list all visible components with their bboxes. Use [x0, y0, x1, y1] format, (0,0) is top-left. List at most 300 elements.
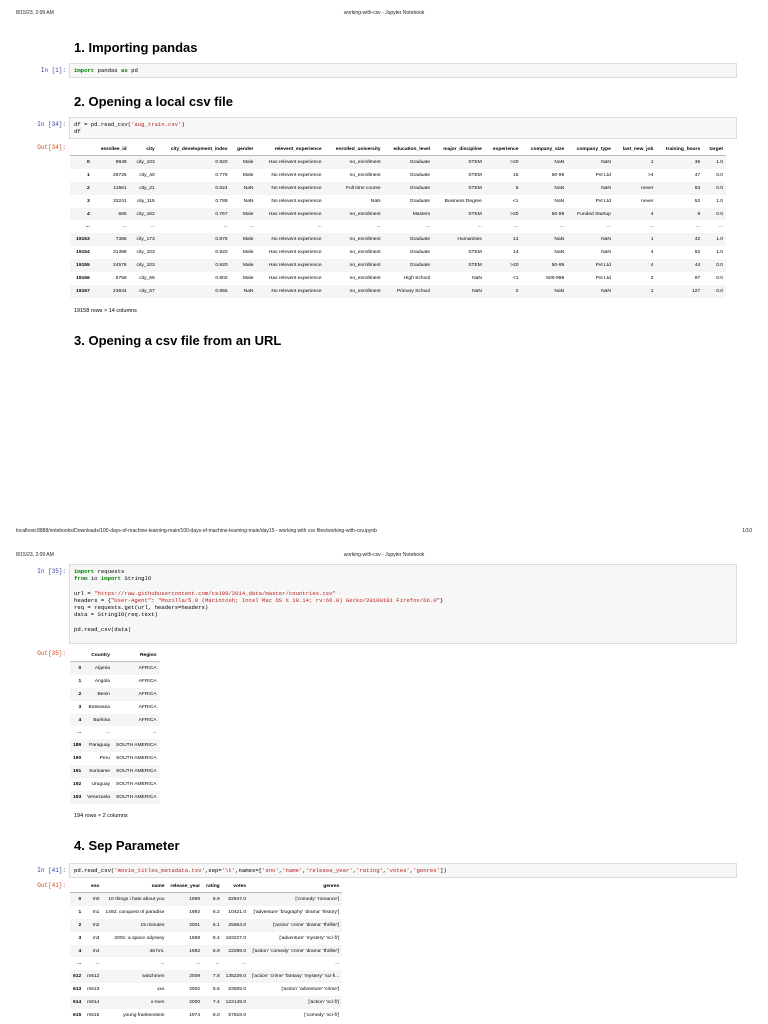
table-row — [70, 957, 342, 970]
table-cell: 2001 — [189, 922, 201, 928]
row-index: 19156 — [76, 275, 90, 281]
table-cell: 11561 — [113, 185, 127, 191]
table-cell: 4 — [650, 211, 654, 217]
table-cell: 23834 — [113, 288, 127, 294]
table-cell: Graduate — [409, 172, 431, 178]
print-url: localhost:8888/notebooks/Downloads/100-days-of-machine-learning-main/100-days-of-machine-learning-main/day15 - working with csv files/working-with-csv.ipynb — [16, 528, 377, 534]
table-cell: AFRICA — [138, 665, 157, 671]
table-cell: ... — [649, 224, 654, 230]
table-cell: Angola — [94, 678, 111, 684]
table-cell: 1 — [650, 159, 654, 165]
table-cell: ... — [426, 224, 431, 230]
row-index: 0 — [87, 159, 90, 165]
column-header: education_level — [384, 143, 434, 156]
table-cell: AFRICA — [138, 678, 157, 684]
table-cell: ['action' 'sci-fi'] — [308, 1000, 340, 1006]
table-cell: ... — [249, 224, 254, 230]
table-cell: No relevent experience — [271, 288, 322, 294]
print-title: working-with-csv - Jupyter Notebook — [343, 10, 425, 16]
column-header: genres — [249, 880, 342, 893]
table-cell: 42 — [694, 237, 701, 243]
table-cell: Business Degree — [444, 198, 482, 204]
table-cell: ... — [105, 730, 111, 736]
table-row — [70, 688, 160, 701]
table-cell: 31398 — [113, 250, 127, 256]
table-cell: Male — [242, 159, 254, 165]
table-cell: No relevent experience — [271, 172, 322, 178]
table-row — [70, 272, 726, 285]
table-cell: m614 — [87, 1000, 100, 1006]
table-cell: 2000 — [189, 1000, 201, 1006]
table-cell: SOUTH AMERICA — [116, 756, 157, 762]
column-header: gender — [231, 143, 257, 156]
print-date: 8/15/23, 2:09 AM — [16, 552, 54, 558]
table-cell: ... — [560, 224, 565, 230]
table-cell: m4 — [92, 948, 100, 954]
table-cell: 2009 — [189, 974, 201, 980]
table-cell: 8949 — [115, 159, 127, 165]
column-header: sno — [84, 880, 102, 893]
table-cell: 24576 — [113, 263, 127, 269]
table-cell: SOUTH AMERICA — [116, 743, 157, 749]
column-header: Country — [84, 649, 113, 662]
table-cell: 7386 — [115, 237, 127, 243]
column-header: company_type — [567, 143, 614, 156]
column-header: training_hours — [656, 143, 703, 156]
table-row — [70, 970, 342, 983]
row-index: 2 — [78, 691, 82, 697]
column-header: rating — [203, 880, 223, 893]
table-cell: 1 — [650, 237, 654, 243]
table-row — [70, 739, 160, 752]
table-row — [70, 701, 160, 714]
row-index: 613 — [73, 987, 82, 993]
table-cell: 666 — [118, 211, 127, 217]
table-cell: ... — [696, 224, 701, 230]
table-cell: ... — [514, 224, 519, 230]
table-cell: NaN — [472, 275, 482, 281]
column-header: major_discipline — [433, 143, 485, 156]
table-cell: Male — [242, 211, 254, 217]
table-cell: m3 — [92, 935, 100, 941]
table-cell: 2002 — [189, 987, 201, 993]
table-cell: young frankenstein — [123, 1012, 165, 1018]
table-cell: 2 — [650, 275, 654, 281]
row-index: 2 — [78, 922, 82, 928]
row-index: 612 — [73, 974, 82, 980]
table-cell: NaN — [554, 237, 565, 243]
table-cell: x-men — [150, 1000, 165, 1006]
table-cell: 44 — [694, 263, 701, 269]
table-cell: Burkina — [93, 717, 111, 723]
table-row — [70, 220, 726, 233]
table-cell: 5 — [515, 185, 519, 191]
row-index: 192 — [73, 781, 82, 787]
table-row — [70, 208, 726, 221]
table-cell: no_enrollment — [349, 275, 381, 281]
table-cell: 6.1 — [212, 922, 220, 928]
row-index: 614 — [73, 1000, 82, 1006]
table-row — [70, 233, 726, 246]
dataframe-aug-train — [70, 143, 726, 298]
table-cell: 1968 — [189, 935, 201, 941]
table-row — [70, 906, 342, 919]
table-cell: 22289.0 — [228, 948, 247, 954]
table-cell: 2 — [515, 288, 519, 294]
heading-csv-from-url: 3. Opening a csv file from an URL — [74, 333, 282, 348]
code-cell-sep[interactable]: pd.read_csv('movie_titles_metadata.tsv',sep='\t',names=['sno','name','release_year','rating','votes','genres']) — [69, 863, 737, 878]
column-header: city_development_index — [158, 143, 231, 156]
table-cell: 135229.0 — [225, 974, 247, 980]
table-cell: 10 things i hate about you — [108, 896, 165, 902]
table-row — [70, 662, 160, 675]
code-cell-import[interactable]: import pandas as pd — [69, 63, 737, 78]
table-cell: 15 minutes — [140, 922, 165, 928]
row-index: 189 — [73, 743, 82, 749]
table-cell: 0.802 — [215, 275, 228, 281]
table-cell: 0.0 — [716, 185, 723, 191]
table-cell: <1 — [512, 198, 519, 204]
print-title: working-with-csv - Jupyter Notebook — [343, 552, 425, 558]
table-cell: 0.767 — [215, 211, 228, 217]
table-cell: ... — [196, 961, 201, 967]
heading-local-csv: 2. Opening a local csv file — [74, 94, 233, 109]
table-cell: STEM — [468, 159, 482, 165]
table-cell: 0.0 — [716, 211, 723, 217]
table-cell: 1999 — [189, 896, 201, 902]
table-cell: m613 — [87, 987, 100, 993]
table-cell: 1.0 — [716, 198, 723, 204]
table-cell: ... — [718, 224, 723, 230]
table-cell: city_115 — [136, 198, 155, 204]
table-cell: Male — [242, 250, 254, 256]
row-index: 615 — [73, 1012, 82, 1018]
table-cell: ['action' 'crime' 'fantasy' 'mystery' 'sci-fi... — [252, 974, 340, 980]
table-cell: 4 — [650, 250, 654, 256]
column-header: last_new_job — [614, 143, 657, 156]
table-cell: city_40 — [139, 172, 155, 178]
table-cell: ... — [606, 224, 611, 230]
table-row — [70, 752, 160, 765]
table-cell: Male — [242, 237, 254, 243]
table-cell: 8.4 — [212, 935, 220, 941]
table-row — [70, 169, 726, 182]
heading-importing-pandas: 1. Importing pandas — [74, 40, 198, 55]
code-cell-read-csv[interactable]: df = pd.read_csv('aug_train.csv') df — [69, 117, 737, 139]
table-cell: SOUTH AMERICA — [116, 769, 157, 775]
table-cell: Pvt Ltd — [595, 275, 611, 281]
table-cell: 1982 — [189, 948, 201, 954]
table-cell: city_67 — [139, 288, 155, 294]
table-cell: No relevent experience — [271, 198, 322, 204]
table-cell: High School — [403, 275, 431, 281]
table-cell: 52 — [694, 250, 701, 256]
table-cell: 0.776 — [215, 172, 228, 178]
table-cell: AFRICA — [138, 717, 157, 723]
row-index: 3 — [87, 198, 90, 204]
table-row — [70, 285, 726, 298]
table-cell: m2 — [92, 922, 100, 928]
table-cell: city_103 — [136, 263, 155, 269]
table-cell: NaN — [601, 288, 611, 294]
table-cell: Primary School — [396, 288, 431, 294]
table-row — [70, 778, 160, 791]
table-cell: STEM — [468, 263, 482, 269]
table-cell: 48 hrs. — [149, 948, 165, 954]
table-cell: 53505.0 — [228, 987, 247, 993]
table-cell: NaN — [554, 198, 565, 204]
row-index: ... — [77, 730, 82, 736]
table-cell: NaN — [370, 198, 381, 204]
table-row — [70, 675, 160, 688]
row-index: 4 — [78, 948, 82, 954]
table-cell: >20 — [510, 159, 519, 165]
column-header: Region — [113, 649, 160, 662]
row-index: 4 — [78, 717, 82, 723]
table-cell: Has relevent experience — [268, 211, 322, 217]
table-cell: >20 — [510, 263, 519, 269]
table-cell: 1 — [650, 288, 654, 294]
input-prompt: In [35]: — [37, 568, 66, 575]
table-cell: ... — [152, 730, 157, 736]
table-cell: Graduate — [409, 198, 431, 204]
table-cell: 1.0 — [716, 159, 723, 165]
table-cell: 62847.0 — [228, 896, 247, 902]
table-cell: no_enrollment — [349, 172, 381, 178]
table-cell: Botswana — [88, 704, 111, 710]
table-cell: AFRICA — [138, 691, 157, 697]
table-cell: 0.920 — [215, 250, 228, 256]
table-cell: >4 — [647, 172, 654, 178]
table-cell: Algeria — [94, 665, 111, 671]
row-index: 191 — [73, 769, 82, 775]
input-prompt: In [41]: — [37, 867, 66, 874]
output-prompt: Out[34]: — [37, 144, 66, 151]
table-cell: SOUTH AMERICA — [116, 794, 157, 800]
row-index: ... — [85, 224, 90, 230]
table-cell: AFRICA — [138, 704, 157, 710]
row-index: 4 — [87, 211, 90, 217]
table-row — [70, 791, 160, 804]
table-cell: 5756 — [115, 275, 127, 281]
row-index: 3 — [78, 704, 82, 710]
table-cell: ['adventure' 'mystery' 'sci-fi'] — [279, 935, 340, 941]
table-cell: ... — [215, 961, 220, 967]
table-cell: Benin — [97, 691, 111, 697]
row-index: 193 — [73, 794, 82, 800]
table-cell: 122149.0 — [225, 1000, 247, 1006]
table-row — [70, 765, 160, 778]
table-cell: >20 — [510, 211, 519, 217]
table-cell: 2001: a space odyssey — [114, 935, 165, 941]
table-cell: no_enrollment — [349, 237, 381, 243]
table-cell: 500-999 — [546, 275, 565, 281]
table-cell: <1 — [512, 275, 519, 281]
table-cell: Male — [242, 275, 254, 281]
column-header: name — [102, 880, 167, 893]
table-cell: 163227.0 — [225, 935, 247, 941]
table-cell: ... — [160, 961, 165, 967]
table-cell: 0.920 — [215, 263, 228, 269]
row-index: 19153 — [76, 237, 90, 243]
table-cell: NaN — [243, 288, 254, 294]
table-cell: Paraguay — [89, 743, 111, 749]
table-cell: 0.920 — [215, 159, 228, 165]
table-cell: ... — [95, 961, 100, 967]
table-cell: 36 — [694, 159, 701, 165]
table-cell: 1.0 — [716, 250, 723, 256]
table-cell: 0.0 — [716, 263, 723, 269]
print-page-number: 1/10 — [742, 528, 752, 534]
table-cell: ['adventure' 'biography' 'drama' 'history'] — [253, 909, 340, 915]
table-cell: 33241 — [113, 198, 127, 204]
table-cell: m612 — [87, 974, 100, 980]
table-cell: 25854.0 — [228, 922, 247, 928]
table-cell: Masters — [412, 211, 431, 217]
row-index: 0 — [78, 665, 82, 671]
table-cell: Graduate — [409, 263, 431, 269]
table-cell: Pvt Ltd — [595, 263, 611, 269]
row-index: 19154 — [76, 250, 90, 256]
table-row — [70, 714, 160, 727]
table-cell: ... — [122, 224, 127, 230]
row-index: 1 — [78, 678, 82, 684]
column-header — [70, 880, 84, 893]
input-prompt: In [1]: — [40, 67, 66, 74]
row-index: 19155 — [76, 263, 90, 269]
column-header — [70, 649, 84, 662]
table-cell: 57618.0 — [228, 1012, 247, 1018]
column-header: enrolled_university — [325, 143, 384, 156]
table-cell: NaN — [601, 159, 611, 165]
table-cell: 0.0 — [716, 172, 723, 178]
table-cell: 8 — [697, 211, 701, 217]
code-cell-requests[interactable]: import requests from io import StringIO url = "https://raw.githubusercontent.com/cs109/2014_data/master/countries.csv" headers = {"User-Agent": "Mozilla/5.0 (Macintosh; Intel Mac OS X 10.14; rv:66.0) Gecko/20100101 Firefox/66.0"} req = requests.get(url, headers=headers) data = StringIO(req.text) pd.read_csv(data) — [69, 564, 737, 644]
table-cell: 0.0 — [716, 275, 723, 281]
dataframe-shape: 194 rows × 2 columns — [74, 813, 128, 819]
table-row — [70, 996, 342, 1009]
table-cell: never — [641, 185, 654, 191]
table-cell: 1.0 — [716, 237, 723, 243]
column-header: enrollee_id — [93, 143, 130, 156]
table-cell: m615 — [87, 1012, 100, 1018]
table-cell: 50-99 — [551, 211, 565, 217]
table-cell: SOUTH AMERICA — [116, 781, 157, 787]
table-cell: ... — [223, 224, 228, 230]
column-header: votes — [223, 880, 249, 893]
table-cell: Has relevent experience — [268, 263, 322, 269]
table-cell: 5.6 — [212, 987, 220, 993]
table-cell: 29725 — [113, 172, 127, 178]
table-cell: Has relevent experience — [268, 159, 322, 165]
column-header — [70, 143, 93, 156]
table-cell: ['action' 'adventure' 'crime'] — [281, 987, 340, 993]
table-cell: Uruguay — [91, 781, 111, 787]
table-cell: city_21 — [139, 185, 155, 191]
table-cell: ... — [242, 961, 247, 967]
table-cell: 97 — [694, 275, 701, 281]
table-cell: 10421.0 — [228, 909, 247, 915]
table-cell: Peru — [99, 756, 111, 762]
table-cell: Venezuela — [87, 794, 111, 800]
table-cell: Graduate — [409, 237, 431, 243]
table-row — [70, 1009, 342, 1022]
table-cell: 0.855 — [215, 288, 228, 294]
table-cell: NaN — [243, 185, 254, 191]
table-cell: 127 — [692, 288, 701, 294]
table-row — [70, 932, 342, 945]
table-row — [70, 945, 342, 958]
table-cell: city_65 — [139, 275, 155, 281]
table-cell: Suriname — [89, 769, 111, 775]
table-cell: Graduate — [409, 159, 431, 165]
table-cell: 0.624 — [215, 185, 228, 191]
column-header: target — [703, 143, 726, 156]
row-index: 2 — [87, 185, 90, 191]
table-cell: 7.4 — [212, 1000, 220, 1006]
table-cell: m0 — [92, 896, 100, 902]
table-cell: 6.9 — [212, 896, 220, 902]
table-cell: 7.8 — [212, 974, 220, 980]
table-cell: 83 — [694, 185, 701, 191]
table-cell: 52 — [694, 198, 701, 204]
table-cell: city_103 — [136, 159, 155, 165]
table-cell: STEM — [468, 211, 482, 217]
column-header: relevent_experience — [256, 143, 324, 156]
table-cell: never — [641, 198, 654, 204]
table-cell: 1974 — [189, 1012, 201, 1018]
table-cell: ... — [317, 224, 322, 230]
row-index: 3 — [78, 935, 82, 941]
table-cell: 50-99 — [551, 172, 565, 178]
table-cell: no_enrollment — [349, 263, 381, 269]
heading-sep-parameter: 4. Sep Parameter — [74, 838, 180, 853]
table-cell: ['comedy' 'romance'] — [295, 896, 340, 902]
column-header: experience — [485, 143, 522, 156]
table-cell: ... — [477, 224, 482, 230]
table-cell: 0.0 — [716, 288, 723, 294]
table-cell: Male — [242, 263, 254, 269]
table-cell: 1992 — [189, 909, 201, 915]
column-header: company_size — [521, 143, 567, 156]
input-prompt: In [34]: — [37, 121, 66, 128]
table-cell: ... — [376, 224, 381, 230]
table-cell: Has relevent experience — [268, 250, 322, 256]
table-cell: NaN — [554, 185, 565, 191]
table-cell: no_enrollment — [349, 159, 381, 165]
table-cell: Humanities — [457, 237, 482, 243]
table-cell: 6.9 — [212, 948, 220, 954]
table-cell: city_103 — [136, 250, 155, 256]
table-cell: no_enrollment — [349, 211, 381, 217]
table-cell: ['action' 'comedy' 'crime' 'drama' 'thriller'] — [252, 948, 340, 954]
dataframe-countries — [70, 649, 160, 804]
table-row — [70, 195, 726, 208]
table-row — [70, 182, 726, 195]
table-cell: city_173 — [136, 237, 155, 243]
table-cell: 8.0 — [212, 1012, 220, 1018]
table-cell: Graduate — [409, 250, 431, 256]
table-cell: 0.878 — [215, 237, 228, 243]
table-cell: STEM — [468, 185, 482, 191]
table-cell: 14 — [513, 250, 519, 256]
table-cell: 4 — [650, 263, 654, 269]
table-cell: STEM — [468, 172, 482, 178]
table-cell: Pvt Ltd — [595, 198, 611, 204]
table-cell: m1 — [92, 909, 100, 915]
table-cell: Pvt Ltd — [595, 172, 611, 178]
table-row — [70, 246, 726, 259]
